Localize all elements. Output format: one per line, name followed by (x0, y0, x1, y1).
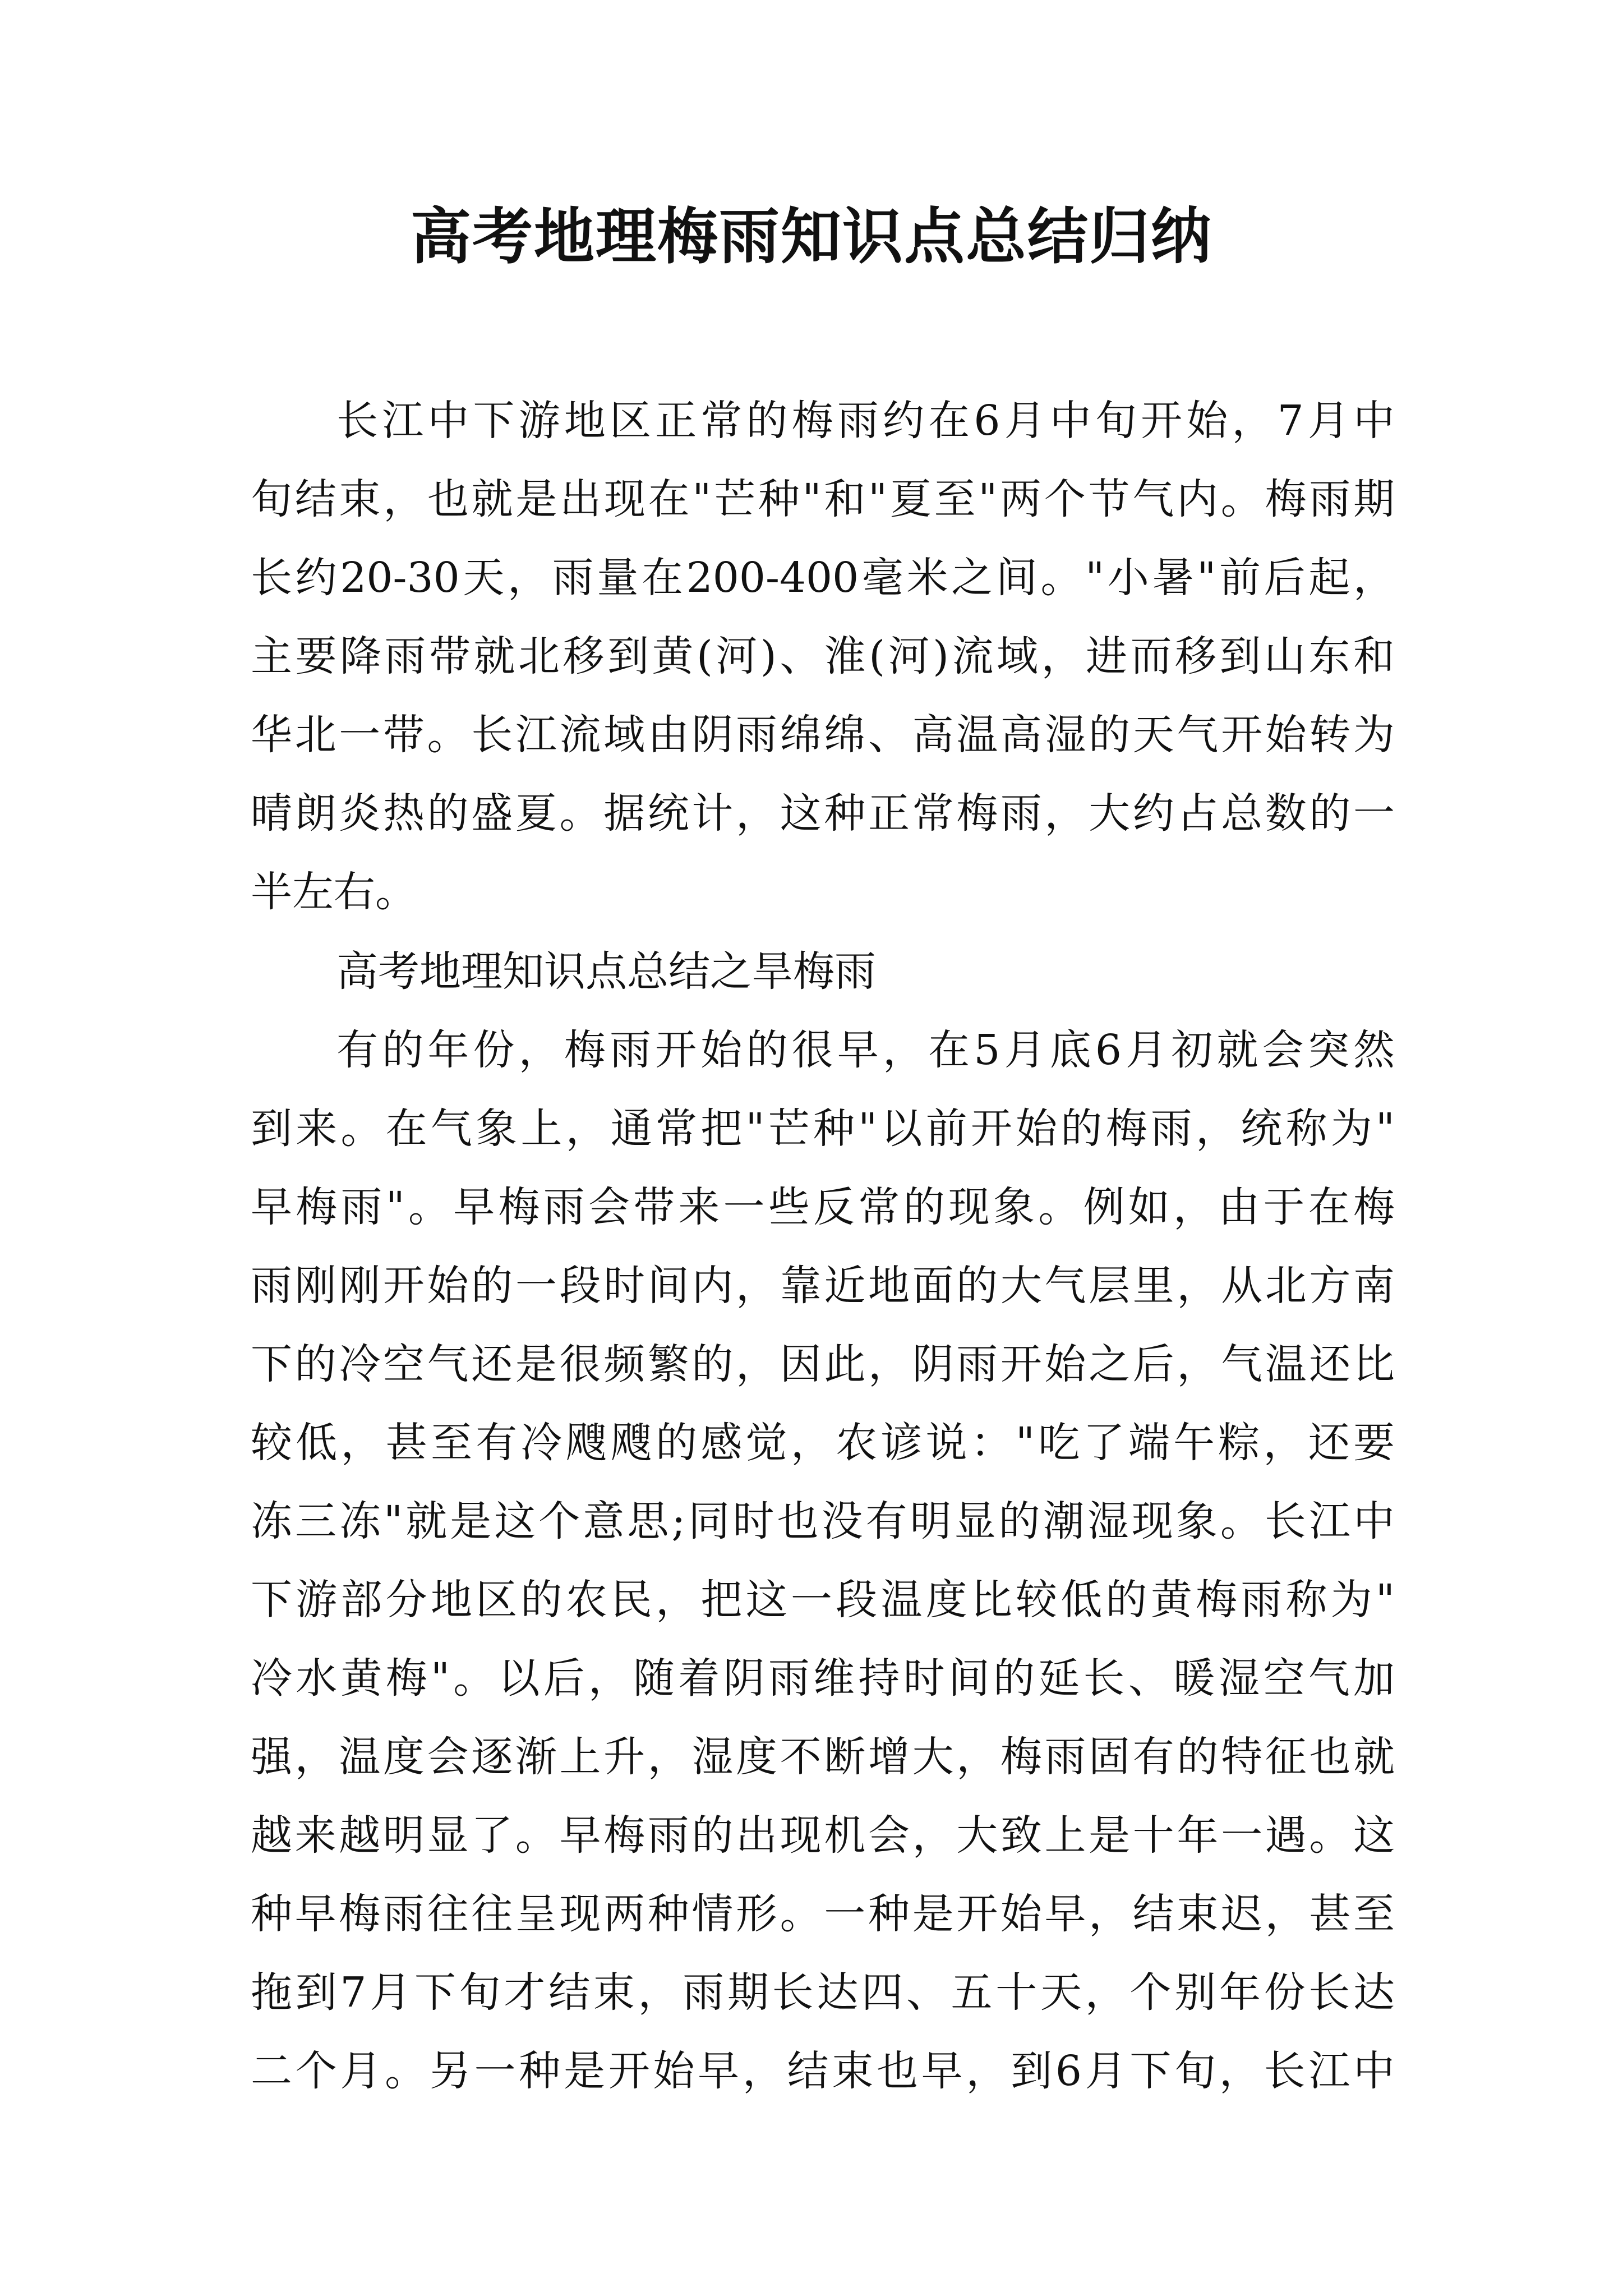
paragraph-2-line-13: 拖到7月下旬才结束，雨期长达四、五十天，个别年份长达 (251, 1968, 1395, 2017)
paragraph-2-line-9: 冷水黄梅"。以后，随着阴雨维持时间的延长、暖湿空气加 (251, 1654, 1395, 1703)
paragraph-1-line-4: 主要降雨带就北移到黄(河)、淮(河)流域，进而移到山东和 (251, 632, 1395, 680)
paragraph-1-line-3: 长约20-30天，雨量在200-400毫米之间。"小暑"前后起， (251, 554, 1395, 602)
paragraph-2-line-8: 下游部分地区的农民，把这一段温度比较低的黄梅雨称为" (251, 1576, 1395, 1624)
paragraph-2-line-5: 下的冷空气还是很频繁的，因此，阴雨开始之后，气温还比 (251, 1340, 1395, 1388)
paragraph-2-line-14: 二个月。另一种是开始早，结束也早，到6月下旬，长江中 (251, 2047, 1395, 2095)
section-subheading: 高考地理知识点总结之旱梅雨 (336, 947, 876, 996)
document-title: 高考地理梅雨知识点总结归纳 (410, 201, 1212, 272)
paragraph-2-line-12: 种早梅雨往往呈现两种情形。一种是开始早，结束迟，甚至 (251, 1890, 1395, 1938)
paragraph-1-line-1: 长江中下游地区正常的梅雨约在6月中旬开始，7月中 (336, 397, 1395, 445)
paragraph-2-line-11: 越来越明显了。早梅雨的出现机会，大致上是十年一遇。这 (251, 1811, 1395, 1860)
paragraph-2-line-10: 强，温度会逐渐上升，湿度不断增大，梅雨固有的特征也就 (251, 1733, 1395, 1781)
paragraph-2-line-7: 冻三冻"就是这个意思;同时也没有明显的潮湿现象。长江中 (251, 1497, 1395, 1545)
paragraph-2-line-2: 到来。在气象上，通常把"芒种"以前开始的梅雨，统称为" (251, 1105, 1395, 1153)
paragraph-1-line-2: 旬结束，也就是出现在"芒种"和"夏至"两个节气内。梅雨期 (251, 475, 1395, 523)
paragraph-2-line-6: 较低，甚至有冷飕飕的感觉，农谚说："吃了端午粽，还要 (251, 1419, 1395, 1467)
paragraph-2-line-1: 有的年份，梅雨开始的很早，在5月底6月初就会突然 (336, 1026, 1395, 1074)
paragraph-1-line-5: 华北一带。长江流域由阴雨绵绵、高温高湿的天气开始转为 (251, 711, 1395, 759)
paragraph-1-line-7: 半左右。 (251, 868, 417, 916)
paragraph-2-line-3: 早梅雨"。早梅雨会带来一些反常的现象。例如，由于在梅 (251, 1183, 1395, 1231)
paragraph-2-line-4: 雨刚刚开始的一段时间内，靠近地面的大气层里，从北方南 (251, 1262, 1395, 1310)
paragraph-1-line-6: 晴朗炎热的盛夏。据统计，这种正常梅雨，大约占总数的一 (251, 789, 1395, 838)
